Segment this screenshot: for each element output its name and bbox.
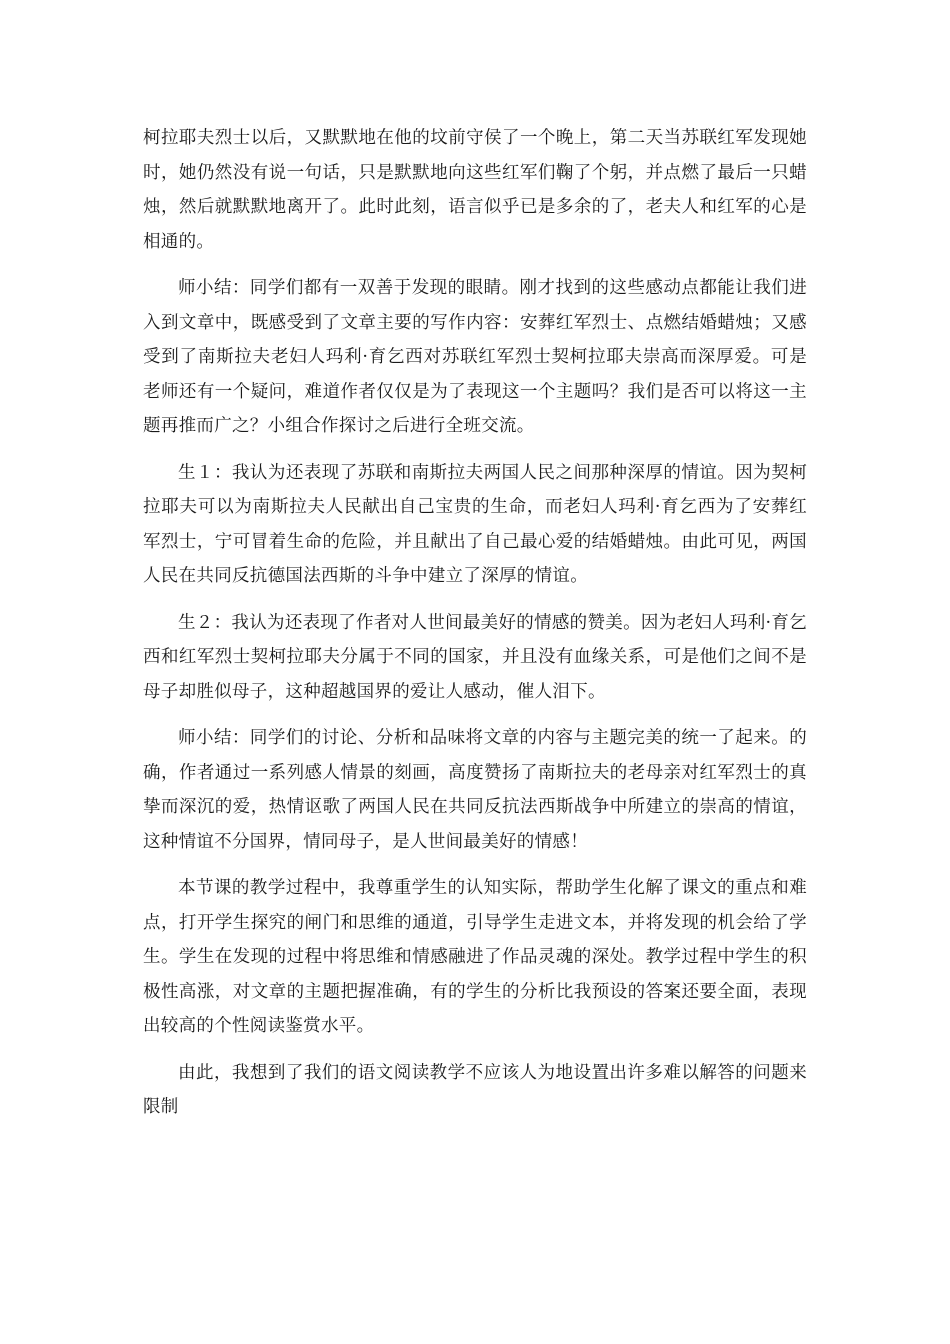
- paragraph-reflection: 本节课的教学过程中，我尊重学生的认知实际，帮助学生化解了课文的重点和难点，打开学生探究的闸门和思维的通道，引导学生走进文本，并将发现的机会给了学生。学生在发现的过程中将思维和情感融进了作品灵魂的深处。教学过程中学生的积极性高涨，对文章的主题把握准确，有的学生的分析比我预设的答案还要全面，表现出较高的个性阅读鉴赏水平。: [143, 878, 807, 1036]
- paragraph-student-2: 生２：我认为还表现了作者对人世间最美好的情感的赞美。因为老妇人玛利·育乞西和红军烈士契柯拉耶夫分属于不同的国家，并且没有血缘关系，可是他们之间不是母子却胜似母子，这种超越国界的爱让人感动，催人泪下。: [143, 612, 807, 702]
- document-body: [143, 121, 807, 1137]
- paragraph-continuation: 柯拉耶夫烈士以后，又默默地在他的坟前守侯了一个晚上，第二天当苏联红军发现她时，她仍然没有说一句话，只是默默地向这些红军们鞠了个躬，并点燃了最后一只蜡烛，然后就默默地离开了。此时此刻，语言似乎已是多余的了，老夫人和红军的心是相通的。: [143, 128, 807, 252]
- paragraph-teacher-summary-2: 师小结：同学们的讨论、分析和品味将文章的内容与主题完美的统一了起来。的确，作者通过一系列感人情景的刻画，高度赞扬了南斯拉夫的老母亲对红军烈士的真挚而深沉的爱，热情讴歌了两国人民在共同反抗法西斯战争中所建立的崇高的情谊，这种情谊不分国界，情同母子，是人世间最美好的情感！: [143, 728, 807, 852]
- paragraph-student-1: 生１：我认为还表现了苏联和南斯拉夫两国人民之间那种深厚的情谊。因为契柯拉耶夫可以为南斯拉夫人民献出自己宝贵的生命，而老妇人玛利·育乞西为了安葬红军烈士，宁可冒着生命的危险，并且献出了自己最心爱的结婚蜡烛。由此可见，两国人民在共同反抗德国法西斯的斗争中建立了深厚的情谊。: [143, 462, 807, 586]
- paragraph-teacher-summary-1: 师小结：同学们都有一双善于发现的眼睛。刚才找到的这些感动点都能让我们进入到文章中，既感受到了文章主要的写作内容：安葬红军烈士、点燃结婚蜡烛；又感受到了南斯拉夫老妇人玛利·育乞西对苏联红军烈士契柯拉耶夫崇高而深厚爱。可是老师还有一个疑问，难道作者仅仅是为了表现这一个主题吗？我们是否可以将这一主题再推而广之？小组合作探讨之后进行全班交流。: [143, 278, 807, 436]
- paragraph-conclusion-start: 由此，我想到了我们的语文阅读教学不应该人为地设置出许多难以解答的问题来限制: [143, 1062, 807, 1117]
